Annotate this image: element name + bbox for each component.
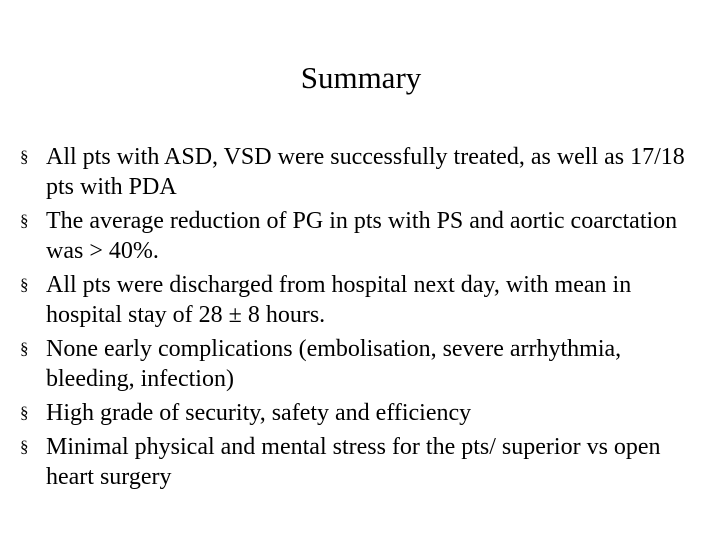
bullet-text: Minimal physical and mental stress for the pts/ superior vs open heart surgery	[46, 434, 661, 490]
bullet-text: None early complications (embolisation, severe arrhythmia, bleeding, infection)	[46, 336, 622, 392]
bullet-marker-icon: §	[20, 147, 29, 166]
bullet-item	[20, 398, 710, 428]
bullet-item	[20, 432, 710, 492]
bullet-marker-icon: §	[20, 403, 29, 422]
bullet-item	[20, 270, 710, 330]
bullet-marker-icon: §	[20, 339, 29, 358]
bullet-text: All pts with ASD, VSD were successfully treated, as well as 17/18 pts with PDA	[46, 144, 685, 200]
bullet-item	[20, 142, 710, 202]
bullet-item	[20, 334, 710, 394]
bullet-marker-icon: §	[20, 211, 29, 230]
bullet-marker-icon: §	[20, 437, 29, 456]
slide-title-text: Summary	[300, 60, 422, 95]
bullet-marker-icon: §	[20, 275, 29, 294]
bullet-text: All pts were discharged from hospital next day, with mean in hospital stay of 28 ± 8 hours.	[46, 272, 632, 328]
bullet-item	[20, 206, 710, 266]
slide-title	[0, 58, 720, 98]
bullet-text: High grade of security, safety and efficiency	[46, 400, 472, 426]
bullet-text: The average reduction of PG in pts with PS and aortic coarctation was > 40%.	[46, 208, 678, 264]
bullet-list	[20, 142, 710, 496]
